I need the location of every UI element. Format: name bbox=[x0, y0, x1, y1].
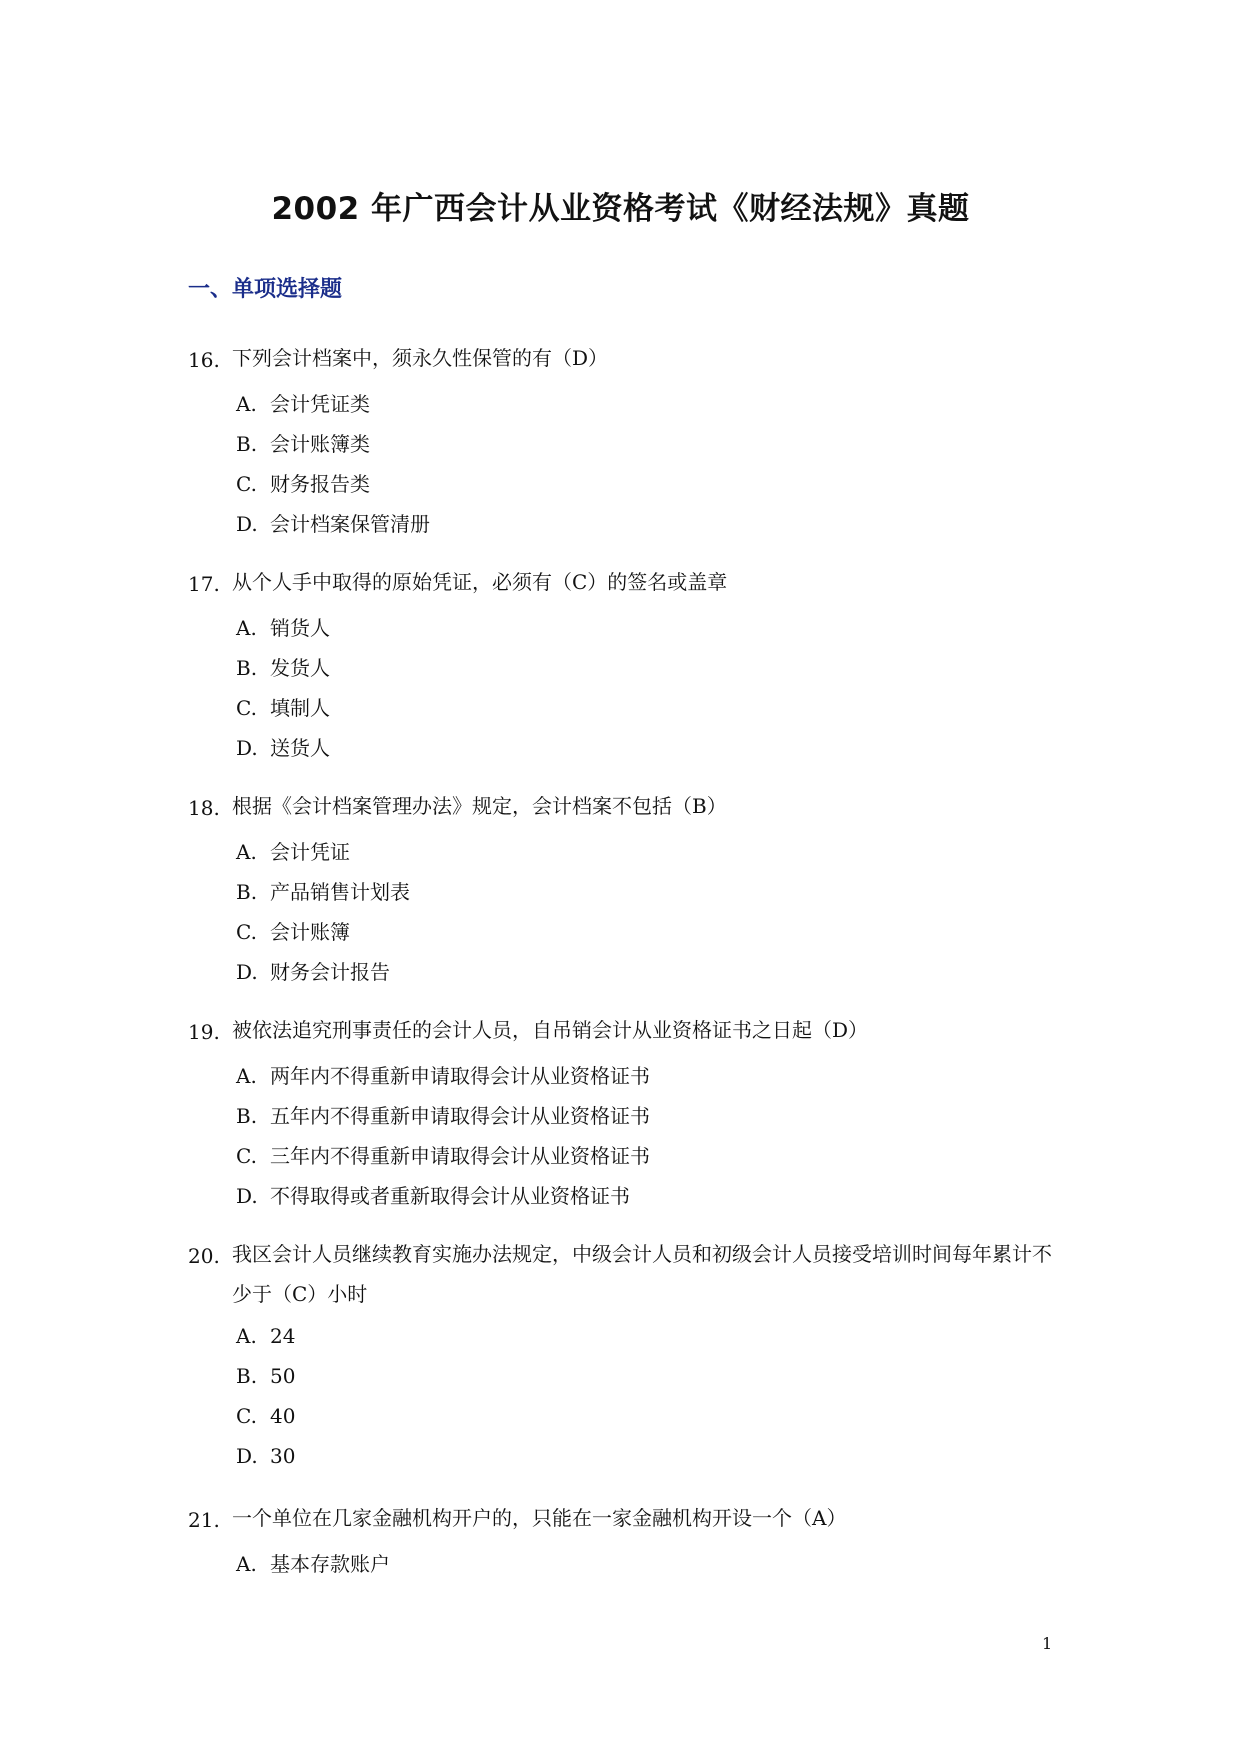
option bbox=[236, 508, 430, 537]
option bbox=[236, 732, 330, 761]
option-label: B. bbox=[236, 1104, 258, 1128]
option bbox=[236, 1548, 390, 1577]
option-text: 五年内不得重新申请取得会计从业资格证书 bbox=[270, 1104, 650, 1128]
option-label: A. bbox=[236, 840, 257, 864]
option-label: A. bbox=[236, 1064, 257, 1088]
question-number: 19. bbox=[188, 1020, 220, 1044]
option-label: D. bbox=[236, 512, 258, 536]
option-text: 产品销售计划表 bbox=[270, 880, 410, 904]
option bbox=[236, 652, 330, 681]
option bbox=[236, 836, 350, 865]
option-text: 50 bbox=[270, 1364, 296, 1388]
option-label: B. bbox=[236, 880, 258, 904]
option-label: B. bbox=[236, 1364, 258, 1388]
option bbox=[236, 612, 330, 641]
option-label: D. bbox=[236, 960, 258, 984]
question-number: 20. bbox=[188, 1244, 220, 1268]
option bbox=[236, 1140, 650, 1169]
question-text: 我区会计人员继续教育实施办法规定，中级会计人员和初级会计人员接受培训时间每年累计不少于（C）小时 bbox=[232, 1242, 1052, 1306]
option bbox=[236, 916, 350, 945]
option bbox=[236, 468, 370, 497]
option bbox=[236, 1444, 295, 1468]
option-text: 三年内不得重新申请取得会计从业资格证书 bbox=[270, 1144, 650, 1168]
option-label: B. bbox=[236, 432, 258, 456]
option-label: A. bbox=[236, 392, 257, 416]
option bbox=[236, 692, 330, 721]
option bbox=[236, 1364, 295, 1388]
option-text: 会计账簿类 bbox=[270, 432, 370, 456]
option-label: C. bbox=[236, 472, 257, 496]
option bbox=[236, 1100, 650, 1129]
option-text: 发货人 bbox=[270, 656, 330, 680]
option bbox=[236, 388, 370, 417]
option-text: 40 bbox=[270, 1404, 296, 1428]
option bbox=[236, 1404, 295, 1428]
option bbox=[236, 876, 410, 905]
option-text: 财务报告类 bbox=[270, 472, 370, 496]
question-number: 17. bbox=[188, 572, 220, 596]
option-text: 会计档案保管清册 bbox=[270, 512, 430, 536]
option-text: 会计凭证类 bbox=[270, 392, 370, 416]
question-text: 下列会计档案中，须永久性保管的有（D） bbox=[232, 346, 609, 370]
option-label: C. bbox=[236, 696, 257, 720]
option-label: A. bbox=[236, 1324, 257, 1348]
question-text: 一个单位在几家金融机构开户的，只能在一家金融机构开设一个（A） bbox=[232, 1506, 847, 1530]
question-number: 21. bbox=[188, 1508, 220, 1532]
question-number: 18. bbox=[188, 796, 220, 820]
option-label: A. bbox=[236, 616, 257, 640]
option bbox=[236, 1180, 630, 1209]
option bbox=[236, 1324, 295, 1348]
question-number: 16. bbox=[188, 348, 220, 372]
option-label: D. bbox=[236, 1184, 258, 1208]
option-text: 会计凭证 bbox=[270, 840, 350, 864]
option-label: D. bbox=[236, 1444, 258, 1468]
option-label: C. bbox=[236, 1144, 257, 1168]
page-number: 1 bbox=[1042, 1634, 1053, 1653]
option-label: C. bbox=[236, 920, 257, 944]
option-text: 会计账簿 bbox=[270, 920, 350, 944]
option bbox=[236, 428, 370, 457]
option-text: 不得取得或者重新取得会计从业资格证书 bbox=[270, 1184, 630, 1208]
question-text: 从个人手中取得的原始凭证，必须有（C）的签名或盖章 bbox=[232, 570, 728, 594]
option bbox=[236, 956, 390, 985]
question-text: 根据《会计档案管理办法》规定，会计档案不包括（B） bbox=[232, 794, 727, 818]
option-text: 填制人 bbox=[270, 696, 330, 720]
page-title: 2002 年广西会计从业资格考试《财经法规》真题 bbox=[271, 191, 970, 227]
option bbox=[236, 1060, 650, 1089]
section-heading: 一、单项选择题 bbox=[188, 277, 343, 302]
question-text: 被依法追究刑事责任的会计人员，自吊销会计从业资格证书之日起（D） bbox=[232, 1018, 869, 1042]
option-text: 销货人 bbox=[270, 616, 330, 640]
option-label: B. bbox=[236, 656, 258, 680]
option-text: 24 bbox=[270, 1324, 296, 1348]
option-text: 基本存款账户 bbox=[270, 1552, 390, 1576]
option-label: A. bbox=[236, 1552, 257, 1576]
option-label: D. bbox=[236, 736, 258, 760]
option-label: C. bbox=[236, 1404, 257, 1428]
option-text: 财务会计报告 bbox=[270, 960, 390, 984]
option-text: 两年内不得重新申请取得会计从业资格证书 bbox=[270, 1064, 650, 1088]
option-text: 送货人 bbox=[270, 736, 330, 760]
option-text: 30 bbox=[270, 1444, 296, 1468]
